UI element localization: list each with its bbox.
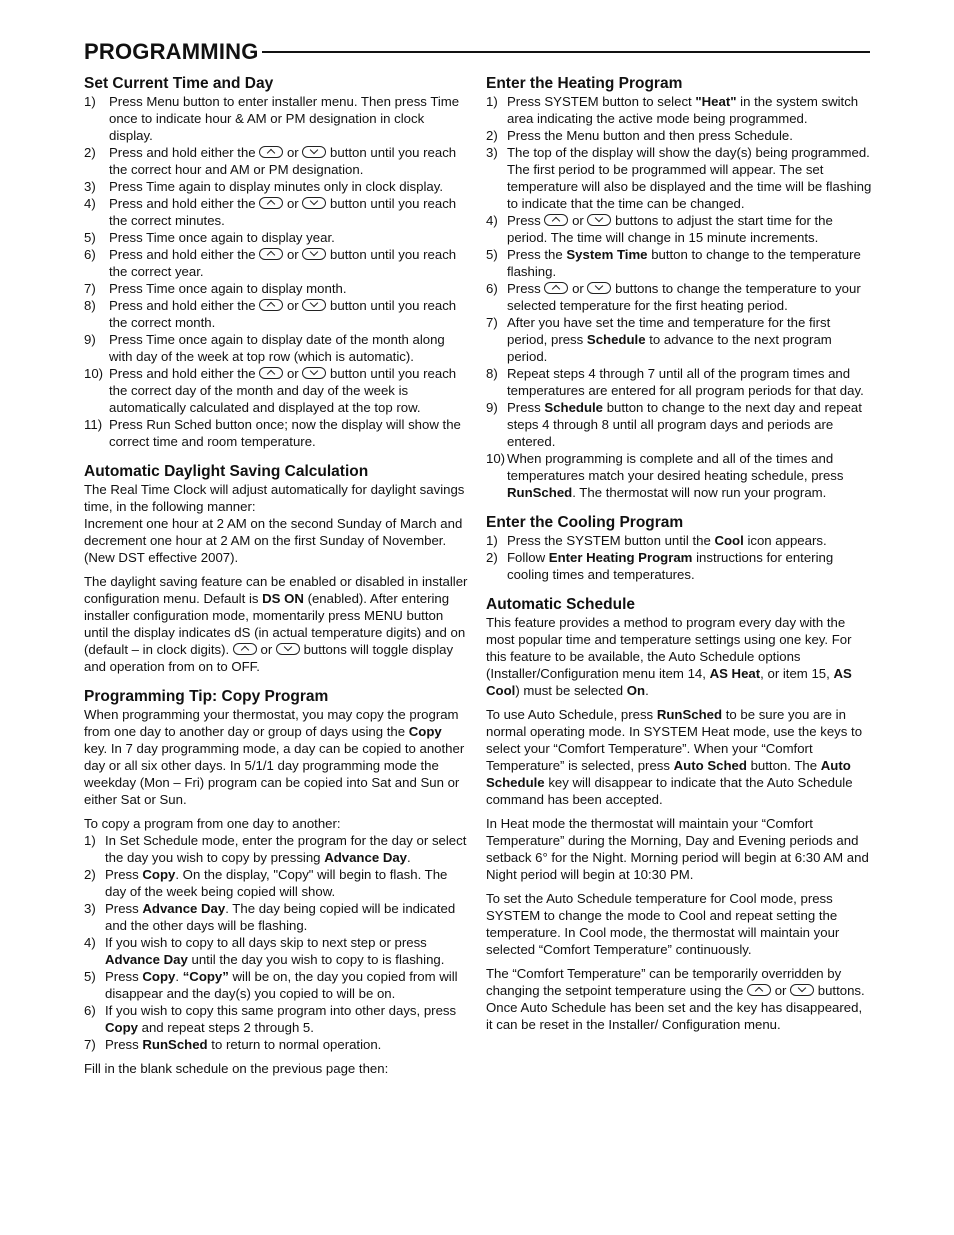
step-text bbox=[507, 314, 872, 365]
step-text: Repeat steps 4 through 7 until all of the program times and temperatures are entered for all program periods for that day. bbox=[507, 366, 864, 398]
text-run: button to change to the next day and repeat steps 4 through 8 until all program days and periods are entered. bbox=[507, 400, 862, 449]
text-run: Press the bbox=[507, 247, 563, 262]
down-arrow-icon bbox=[302, 146, 326, 158]
step-text-part: Press and hold either the bbox=[109, 298, 256, 313]
step-text bbox=[105, 866, 468, 900]
paragraph bbox=[486, 965, 872, 1033]
step-text bbox=[109, 246, 468, 280]
step-number: 2) bbox=[486, 128, 498, 143]
list-item bbox=[486, 365, 872, 399]
section-heating bbox=[486, 74, 872, 501]
step-number: 10) bbox=[84, 366, 104, 381]
list-item bbox=[486, 399, 872, 450]
step-text bbox=[507, 280, 872, 314]
bold-text: Copy bbox=[105, 1020, 138, 1035]
text-run: . The day being copied will be indicated and the other days will be flashing. bbox=[105, 901, 456, 933]
up-arrow-icon bbox=[259, 197, 283, 209]
step-number: 2) bbox=[486, 550, 498, 565]
section-dst bbox=[84, 462, 468, 675]
list-item bbox=[84, 1002, 468, 1036]
text-run: The “Comfort Temperature” can be temporarily overridden by changing the setpoint temperature using the bbox=[486, 966, 842, 998]
list-item bbox=[84, 280, 468, 297]
step-text bbox=[507, 399, 872, 450]
step-text bbox=[109, 365, 468, 416]
step-text bbox=[105, 1002, 468, 1036]
step-text-part: Press and hold either the bbox=[109, 196, 256, 211]
text-run: , or item 15, bbox=[760, 666, 830, 681]
step-number: 1) bbox=[486, 94, 498, 109]
text-run: buttons. Once Auto Schedule has been set and the key has disappeared, it can be reset in the Installer/ Configuration menu. bbox=[486, 983, 865, 1032]
bold-text: AS Heat bbox=[709, 666, 761, 681]
list-item bbox=[84, 365, 468, 416]
text-run: . On the display, "Copy" will begin to flash. The day of the week being copied will show. bbox=[105, 867, 448, 899]
list-item bbox=[486, 280, 872, 314]
step-text bbox=[109, 144, 468, 178]
step-text-part: Press Time once again to display date of the month along with day of the week at top row (which is automatic). bbox=[109, 332, 445, 364]
step-number: 1) bbox=[486, 533, 498, 548]
list-item bbox=[84, 229, 468, 246]
text-run: until the day you wish to copy to is flashing. bbox=[191, 952, 445, 967]
step-number: 7) bbox=[84, 1037, 96, 1052]
text-run: will be on, the day you copied from will disappear and the day(s) you copied to will be on. bbox=[105, 969, 458, 1001]
step-number: 9) bbox=[84, 332, 96, 347]
down-arrow-icon bbox=[276, 643, 300, 655]
text-run: This feature provides a method to program every day with the most popular time and temperature settings using one key. For this feature to be available, the Auto Schedule options (Installer/Configuration menu item 14, bbox=[486, 615, 852, 681]
section-auto-schedule bbox=[486, 595, 872, 1033]
step-number: 3) bbox=[84, 901, 96, 916]
text-run: To use Auto Schedule, press bbox=[486, 707, 654, 722]
step-number: 2) bbox=[84, 145, 96, 160]
bold-text: Advance Day bbox=[105, 952, 188, 967]
step-text bbox=[105, 832, 468, 866]
step-text-part: Press Menu button to enter installer menu. Then press Time once to indicate hour & AM or PM designation in clock display. bbox=[109, 94, 460, 143]
bold-text: RunSched bbox=[656, 707, 723, 722]
title-rule bbox=[262, 51, 870, 53]
bold-text: Copy bbox=[142, 969, 176, 984]
text-run: or bbox=[572, 213, 584, 228]
up-arrow-icon bbox=[259, 367, 283, 379]
step-text bbox=[109, 416, 468, 450]
text-run: . bbox=[407, 850, 411, 865]
list-item bbox=[84, 246, 468, 280]
list-item bbox=[486, 127, 872, 144]
bold-text: AS Cool bbox=[486, 666, 852, 698]
step-text bbox=[507, 93, 872, 127]
step-text-part: Press Time again to display minutes only in clock display. bbox=[109, 179, 443, 194]
paragraph: To copy a program from one day to another: bbox=[84, 816, 341, 831]
bold-text: “Copy” bbox=[182, 969, 229, 984]
list-item bbox=[84, 968, 468, 1002]
text-run: to be sure you are in normal operating mode. In SYSTEM Heat mode, use the keys to select your “Comfort Temperature”. When your “Comfort Temperature” is selected, press bbox=[486, 707, 863, 773]
step-text bbox=[105, 900, 468, 934]
text-run: Press bbox=[105, 1037, 139, 1052]
up-arrow-icon bbox=[544, 214, 568, 226]
step-number: 4) bbox=[84, 935, 96, 950]
heating-steps bbox=[486, 93, 872, 501]
down-arrow-icon bbox=[302, 197, 326, 209]
step-number: 9) bbox=[486, 400, 498, 415]
list-item bbox=[486, 450, 872, 501]
text-run: Press bbox=[105, 867, 139, 882]
step-text-part: or bbox=[286, 366, 299, 381]
step-text-part: Press and hold either the bbox=[109, 366, 256, 381]
step-number: 2) bbox=[84, 867, 96, 882]
step-text bbox=[109, 229, 468, 246]
text-run: Press bbox=[507, 400, 541, 415]
text-run: or bbox=[572, 281, 584, 296]
list-item bbox=[84, 416, 468, 450]
text-run: instructions for entering cooling times and temperatures. bbox=[507, 550, 834, 582]
text-run: Press bbox=[105, 901, 139, 916]
step-text-part: button until you reach the correct hour and AM or PM designation. bbox=[109, 145, 457, 177]
step-text-part: button until you reach the correct month. bbox=[109, 298, 457, 330]
step-text bbox=[109, 178, 468, 195]
up-arrow-icon bbox=[259, 146, 283, 158]
section-heading: Enter the Cooling Program bbox=[486, 514, 684, 531]
step-text bbox=[507, 450, 872, 501]
bold-text: Advance Day bbox=[142, 901, 226, 916]
paragraph: To set the Auto Schedule temperature for Cool mode, press SYSTEM to change the mode to Cool and repeat setting the temperature. In Cool mode, the thermostat will maintain your selected “Comfort Temperature” continuously. bbox=[486, 891, 840, 957]
up-arrow-icon bbox=[259, 248, 283, 260]
list-item bbox=[84, 1036, 468, 1053]
text-run: When programming is complete and all of the times and temperatures match your desired heating schedule, press bbox=[507, 451, 844, 483]
paragraph: The Real Time Clock will adjust automatically for daylight savings time, in the following manner: bbox=[84, 482, 465, 514]
list-item bbox=[486, 549, 872, 583]
section-heading: Automatic Schedule bbox=[486, 596, 635, 613]
step-text-part: or bbox=[286, 247, 299, 262]
cooling-steps bbox=[486, 532, 872, 583]
text-run: Follow bbox=[507, 550, 546, 565]
step-text-part: or bbox=[286, 298, 299, 313]
text-run: or bbox=[260, 642, 273, 657]
text-run: to advance to the next program period. bbox=[507, 332, 832, 364]
bold-text: Copy bbox=[408, 724, 442, 739]
down-arrow-icon bbox=[302, 248, 326, 260]
text-run: If you wish to copy to all days skip to next step or press bbox=[105, 935, 427, 950]
text-run: . bbox=[645, 683, 649, 698]
text-run: . The thermostat will now run your program. bbox=[572, 485, 827, 500]
step-text-part: Press Time once again to display year. bbox=[109, 230, 335, 245]
list-item bbox=[486, 246, 872, 280]
set-time-steps bbox=[84, 93, 468, 450]
step-text bbox=[105, 968, 468, 1002]
bold-text: RunSched bbox=[142, 1037, 208, 1052]
section-set-time bbox=[84, 74, 468, 450]
text-run: If you wish to copy this same program into other days, press bbox=[105, 1003, 457, 1018]
step-number: 7) bbox=[84, 281, 96, 296]
bold-text: Cool bbox=[714, 533, 744, 548]
paragraph: Increment one hour at 2 AM on the second Sunday of March and decrement one hour at 2 AM on the first Sunday of November. (New DST effective 2007). bbox=[84, 516, 463, 565]
paragraph bbox=[84, 706, 468, 808]
bold-text: Copy bbox=[142, 867, 176, 882]
section-heading: Programming Tip: Copy Program bbox=[84, 688, 329, 705]
text-run: When programming your thermostat, you may copy the program from one day to another day or group of days using the bbox=[84, 707, 459, 739]
up-arrow-icon bbox=[544, 282, 568, 294]
step-number: 1) bbox=[84, 94, 96, 109]
section-cooling bbox=[486, 513, 872, 583]
list-item bbox=[84, 178, 468, 195]
step-number: 7) bbox=[486, 315, 498, 330]
step-number: 1) bbox=[84, 833, 96, 848]
step-number: 8) bbox=[84, 298, 96, 313]
text-run: key. In 7 day programming mode, a day can be copied to another day or all six other days. In 5/1/1 day programming mode the weekday (Mon – Fri) program can be copied into Sat and Sun or either Sat or Sun. bbox=[84, 741, 465, 807]
step-text bbox=[507, 549, 872, 583]
section-copy-program bbox=[84, 687, 468, 1077]
list-item bbox=[84, 832, 468, 866]
paragraph bbox=[486, 614, 872, 699]
bold-text: Enter Heating Program bbox=[548, 550, 693, 565]
down-arrow-icon bbox=[302, 367, 326, 379]
step-number: 4) bbox=[84, 196, 96, 211]
step-text bbox=[507, 246, 872, 280]
list-item bbox=[486, 144, 872, 212]
text-run: Press bbox=[507, 213, 541, 228]
step-text-part: or bbox=[286, 145, 299, 160]
section-heading: Enter the Heating Program bbox=[486, 75, 683, 92]
step-number: 6) bbox=[84, 1003, 96, 1018]
up-arrow-icon bbox=[259, 299, 283, 311]
step-text bbox=[109, 297, 468, 331]
step-number: 5) bbox=[84, 969, 96, 984]
bold-text: RunSched bbox=[507, 485, 573, 500]
text-run: key will disappear to indicate that the Auto Schedule command has been accepted. bbox=[486, 775, 853, 807]
down-arrow-icon bbox=[587, 214, 611, 226]
list-item bbox=[84, 866, 468, 900]
step-number: 5) bbox=[486, 247, 498, 262]
step-number: 5) bbox=[84, 230, 96, 245]
list-item bbox=[84, 900, 468, 934]
text-run: The daylight saving feature can be enabled or disabled in installer configuration menu. Default is bbox=[84, 574, 468, 606]
list-item bbox=[84, 934, 468, 968]
step-number: 3) bbox=[84, 179, 96, 194]
step-text bbox=[109, 93, 468, 144]
text-run: buttons to adjust the start time for the period. The time will change in 15 minute increments. bbox=[507, 213, 833, 245]
page-header bbox=[84, 38, 870, 66]
step-text-part: button until you reach the correct minutes. bbox=[109, 196, 457, 228]
text-run: in the system switch area indicating the active mode being programmed. bbox=[507, 94, 859, 126]
step-text: Press the Menu button and then press Schedule. bbox=[507, 128, 793, 143]
step-text-part: Press Time once again to display month. bbox=[109, 281, 347, 296]
bold-text: Auto Schedule bbox=[486, 758, 851, 790]
list-item bbox=[486, 314, 872, 365]
text-run: button. The bbox=[750, 758, 818, 773]
text-run: buttons to change the temperature to your selected temperature for the first heating period. bbox=[507, 281, 861, 313]
paragraph: In Heat mode the thermostat will maintain your “Comfort Temperature” during the Morning, Day and Evening periods and setback 6° for the Night. Morning period will begin at 6:30 AM and Night period will begin at 10:30 PM. bbox=[486, 816, 869, 882]
text-run: . bbox=[175, 969, 180, 984]
down-arrow-icon bbox=[587, 282, 611, 294]
step-text-part: Press and hold either the bbox=[109, 145, 256, 160]
step-text bbox=[109, 331, 468, 365]
list-item bbox=[84, 144, 468, 178]
bold-text: "Heat" bbox=[695, 94, 737, 109]
list-item bbox=[84, 331, 468, 365]
text-run: ) must be selected bbox=[515, 683, 624, 698]
list-item bbox=[486, 93, 872, 127]
step-text bbox=[109, 280, 468, 297]
list-item bbox=[84, 195, 468, 229]
bold-text: On bbox=[626, 683, 646, 698]
list-item bbox=[84, 93, 468, 144]
step-text bbox=[109, 195, 468, 229]
text-run: Press bbox=[105, 969, 139, 984]
section-heading: Set Current Time and Day bbox=[84, 75, 274, 92]
step-text: The top of the display will show the day(s) being programmed. The first period to be programmed will appear. The set temperature will also be displayed and the time will be flashing to indicate that the time can be changed. bbox=[507, 145, 872, 211]
step-number: 8) bbox=[486, 366, 498, 381]
step-text-part: Press and hold either the bbox=[109, 247, 256, 262]
page-title: PROGRAMMING bbox=[84, 39, 259, 64]
bold-text: DS ON bbox=[262, 591, 304, 606]
text-run: or bbox=[774, 983, 787, 998]
step-text-part: or bbox=[286, 196, 299, 211]
step-text-part: button until you reach the correct year. bbox=[109, 247, 457, 279]
list-item bbox=[486, 212, 872, 246]
text-run: icon appears. bbox=[747, 533, 827, 548]
bold-text: System Time bbox=[566, 247, 648, 262]
bold-text: Schedule bbox=[544, 400, 604, 415]
text-run: button to change to the temperature flashing. bbox=[507, 247, 861, 279]
step-text bbox=[507, 532, 872, 549]
text-run: to return to normal operation. bbox=[211, 1037, 382, 1052]
right-column bbox=[486, 74, 872, 1045]
step-number: 3) bbox=[486, 145, 498, 160]
bold-text: Auto Sched bbox=[673, 758, 747, 773]
step-text bbox=[105, 1036, 468, 1053]
text-run: In Set Schedule mode, enter the program for the day or select the day you wish to copy by pressing bbox=[105, 833, 467, 865]
text-run: buttons will toggle display and operation from on to OFF. bbox=[84, 642, 454, 674]
left-column bbox=[84, 74, 468, 1089]
list-item bbox=[486, 532, 872, 549]
text-run: (enabled). After entering installer configuration mode, momentarily press MENU button until the display indicates dS (in actual temperature digits) and on (default – in clock digits). bbox=[84, 591, 466, 657]
step-number: 6) bbox=[486, 281, 498, 296]
text-run: and repeat steps 2 through 5. bbox=[141, 1020, 314, 1035]
step-text-part: Press Run Sched button once; now the display will show the correct time and room temperature. bbox=[109, 417, 461, 449]
step-text bbox=[507, 212, 872, 246]
copy-steps bbox=[84, 832, 468, 1053]
step-text bbox=[105, 934, 468, 968]
up-arrow-icon bbox=[747, 984, 771, 996]
step-number: 6) bbox=[84, 247, 96, 262]
step-number: 11) bbox=[84, 417, 103, 432]
step-number: 4) bbox=[486, 213, 498, 228]
text-run: After you have set the time and temperature for the first period, press bbox=[507, 315, 831, 347]
section-heading: Automatic Daylight Saving Calculation bbox=[84, 463, 369, 480]
text-run: Press SYSTEM button to select bbox=[507, 94, 692, 109]
step-number: 10) bbox=[486, 451, 506, 466]
paragraph bbox=[84, 573, 468, 675]
up-arrow-icon bbox=[233, 643, 257, 655]
text-run: Press the SYSTEM button until the bbox=[507, 533, 711, 548]
step-text-part: button until you reach the correct day of the month and day of the week is automatically calculated and displayed at the top row. bbox=[109, 366, 457, 415]
text-run: Press bbox=[507, 281, 541, 296]
bold-text: Advance Day bbox=[324, 850, 408, 865]
down-arrow-icon bbox=[302, 299, 326, 311]
paragraph: Fill in the blank schedule on the previous page then: bbox=[84, 1061, 389, 1076]
down-arrow-icon bbox=[790, 984, 814, 996]
list-item bbox=[84, 297, 468, 331]
bold-text: Schedule bbox=[586, 332, 646, 347]
paragraph bbox=[486, 706, 872, 808]
